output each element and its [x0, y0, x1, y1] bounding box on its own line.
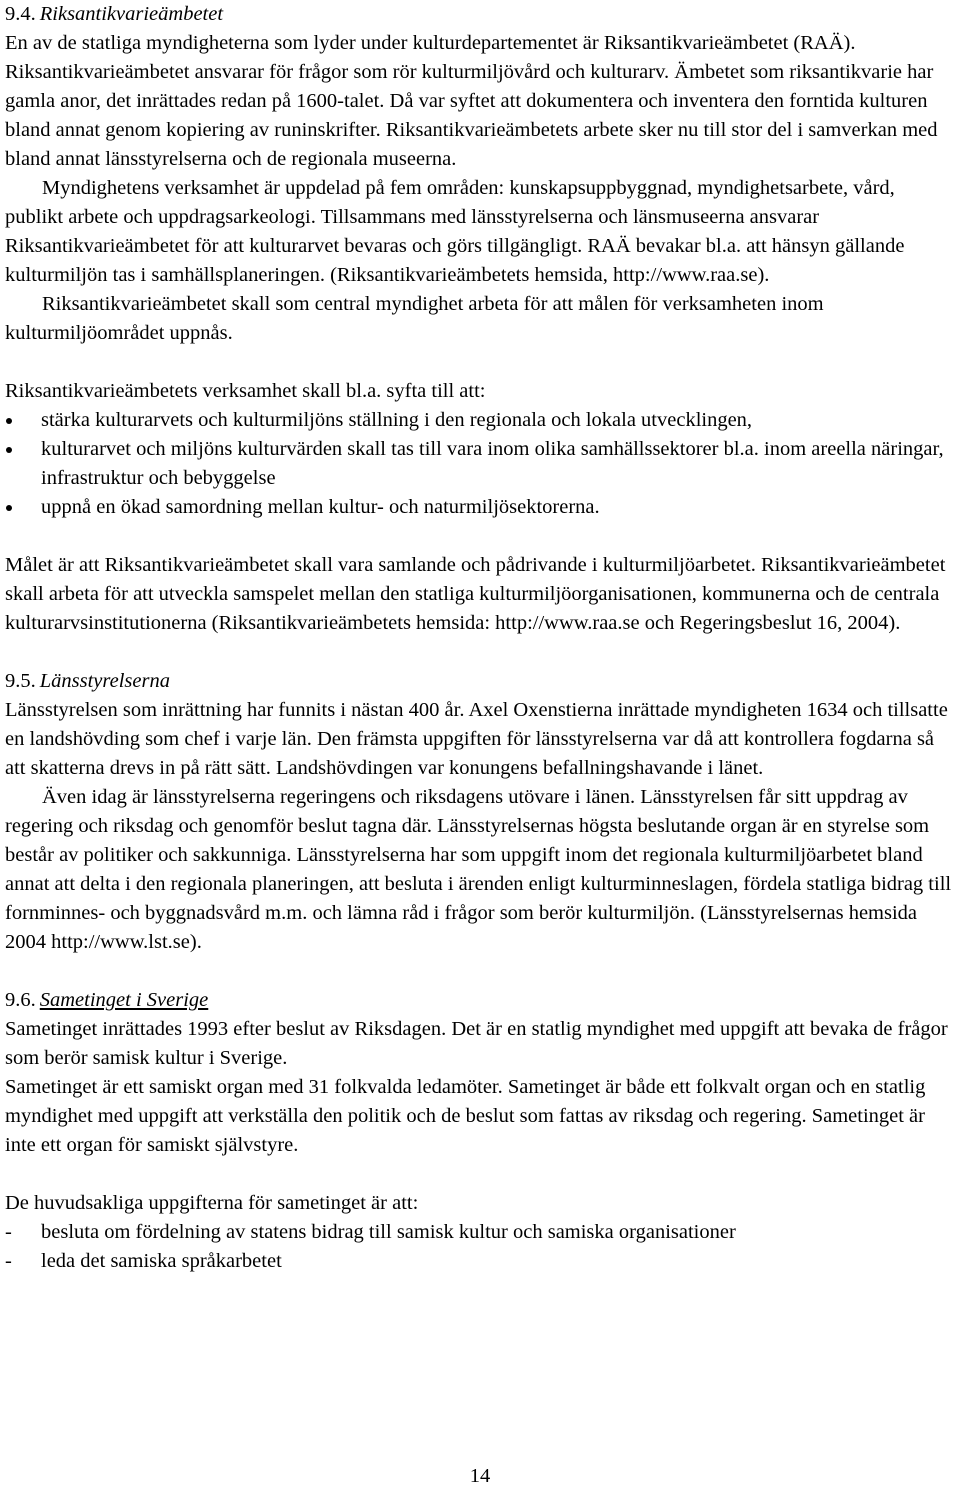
section-title: Länsstyrelserna [39, 670, 170, 692]
spacer [5, 1160, 957, 1189]
section-number: 9.4. [5, 3, 36, 25]
spacer [5, 957, 957, 986]
section-heading [5, 0, 957, 29]
list-item: stärka kulturarvets och kulturmiljöns ställning i den regionala och lokala utvecklingen, [5, 406, 957, 435]
paragraph: Även idag är länsstyrelserna regeringens och riksdagens utövare i länen. Länsstyrelsen får sitt uppdrag av regering och riksdag och genomför beslut tagna där. Länsstyrelsernas högsta beslutande organ är en styrelse som består av politiker och sakkunniga. Länsstyrelserna har som uppgift inom det regionala kulturmiljöarbetet bland annat att delta i den regionala planeringen, att besluta i ärenden enligt kulturminneslagen, fördela statliga bidrag till fornminnes- och byggnadsvård m.m. och lämna råd i frågor som berör kulturmiljön. (Länsstyrelsernas hemsida 2004 http://www.lst.se). [5, 786, 952, 953]
paragraph: Myndighetens verksamhet är uppdelad på fem områden: kunskapsuppbyggnad, myndighetsarbete, vård, publikt arbete och uppdragsarkeologi. Tillsammans med länsstyrelserna och länsmuseerna ansvarar Riksantikvarieämbetet för att kulturarvet bevaras och görs tillgängligt. RAÄ bevakar bl.a. att hänsyn gällande kulturmiljön tas i samhällsplaneringen. (Riksantikvarieämbetets hemsida, http://www.raa.se). [5, 177, 905, 286]
section-heading [5, 667, 957, 696]
spacer [5, 522, 957, 551]
section-sametinget [5, 986, 957, 1276]
paragraph: Riksantikvarieämbetet skall som central myndighet arbeta för att målen för verksamheten inom kulturmiljöområdet uppnås. [5, 293, 824, 344]
list-item: kulturarvet och miljöns kulturvärden skall tas till vara inom olika samhällssektorer bl.a. inom areella näringar, infrastruktur och bebyggelse [5, 435, 957, 493]
section-title: Sametinget i Sverige [39, 989, 209, 1011]
list-intro: Riksantikvarieämbetets verksamhet skall bl.a. syfta till att: [5, 380, 486, 402]
list-item: uppnå en ökad samordning mellan kultur- och naturmiljösektorerna. [5, 493, 957, 522]
spacer [5, 348, 957, 377]
section-number: 9.6. [5, 989, 36, 1011]
section-lansstyrelserna [5, 667, 957, 957]
list-item: - besluta om fördelning av statens bidrag till samisk kultur och samiska organisationer [5, 1218, 957, 1247]
paragraph: Sametinget inrättades 1993 efter beslut av Riksdagen. Det är en statlig myndighet med uppgift att bevaka de frågor som berör samisk kultur i Sverige. [5, 1018, 948, 1069]
paragraph: En av de statliga myndigheterna som lyder under kulturdepartementet är Riksantikvarieämbetet (RAÄ). Riksantikvarieämbetet ansvarar för frågor som rör kulturmiljövård och kulturarv. Ämbetet som riksantikvarie har gamla anor, det inrättades redan på 1600-talet. Då var syftet att dokumentera och inventera den forntida kulturen bland annat genom kopiering av runinskrifter. Riksantikvarieämbetets arbete sker nu till stor del i samverkan med bland annat länsstyrelserna och de regionala museerna. [5, 32, 938, 170]
section-title: Riksantikvarieämbetet [39, 3, 224, 25]
spacer [5, 638, 957, 667]
list-item: - leda det samiska språkarbetet [5, 1247, 957, 1276]
section-riksantikvarieambetet [5, 0, 957, 638]
list-intro: De huvudsakliga uppgifterna för sametinget är att: [5, 1192, 419, 1214]
document-page [5, 0, 957, 1276]
section-heading [5, 986, 957, 1015]
dash-list [5, 1218, 957, 1276]
paragraph: Länsstyrelsen som inrättning har funnits i nästan 400 år. Axel Oxenstierna inrättade myndigheten 1634 och tillsatte en landshövding som chef i varje län. Den främsta uppgiften för länsstyrelserna var då att kontrollera fogdarna så att skatterna drevs in på rätt sätt. Landshövdingen var konungens befallningshavande i länet. [5, 699, 948, 779]
paragraph: Sametinget är ett samiskt organ med 31 folkvalda ledamöter. Sametinget är både ett folkvalt organ och en statlig myndighet med uppgift att verkställa den politik och de beslut som fattas av riksdag och regering. Sametinget är inte ett organ för samiskt självstyre. [5, 1076, 926, 1156]
page-number: 14 [469, 1465, 491, 1487]
paragraph: Målet är att Riksantikvarieämbetet skall vara samlande och pådrivande i kulturmiljöarbetet. Riksantikvarieämbetet skall arbeta för att utveckla samspelet mellan den statliga kulturmiljöorganisationen, kommunerna och de centrala kulturarvsinstitutionerna (Riksantikvarieämbetets hemsida: http://www.raa.se och Regeringsbeslut 16, 2004). [5, 554, 946, 634]
section-number: 9.5. [5, 670, 36, 692]
bullet-list [5, 406, 957, 522]
